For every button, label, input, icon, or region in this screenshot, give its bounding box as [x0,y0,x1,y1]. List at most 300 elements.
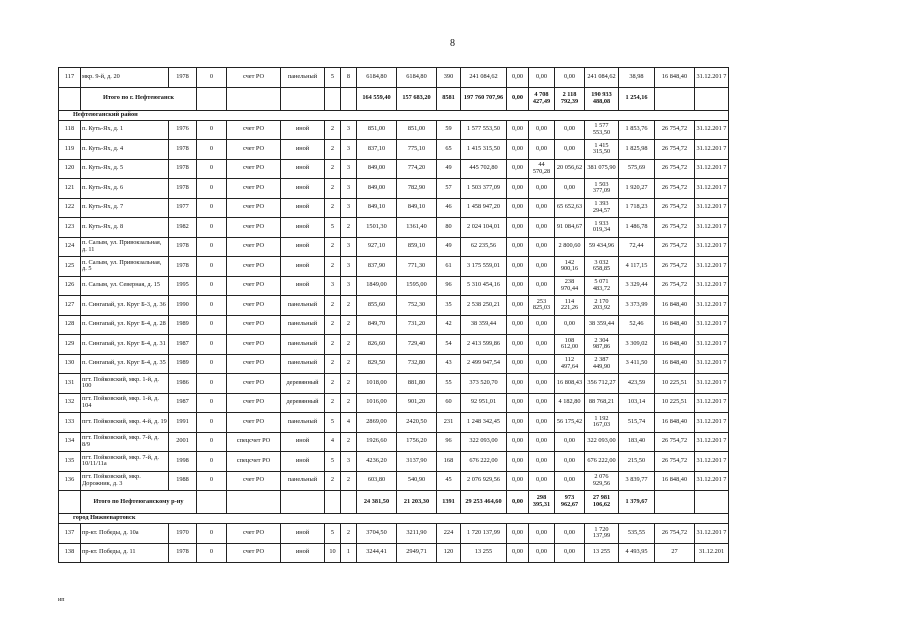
section-row [59,514,729,524]
cell-fund: счет РО [227,257,281,277]
cell-wall: деревянный [281,374,325,394]
cell-n: 130 [59,354,81,374]
cell-wall: иной [281,237,325,257]
cell-wall: иной [281,140,325,160]
cell-addr: пгт. Пойковский, мкр. 1-й, д. 104 [81,393,169,413]
table-row [59,452,729,472]
cell-n: 125 [59,257,81,277]
cell-z2: 0,00 [529,257,555,277]
cell-ppl: 390 [437,68,461,88]
cell-n: 136 [59,471,81,491]
cell-n: 118 [59,120,81,140]
cell-c4: 0 [197,393,227,413]
cell-date: 31.12.201 7 [695,159,729,179]
cell-z1: 0,00 [507,257,529,277]
cell-total: 13 255 [461,543,507,563]
cell-date: 31.12.201 7 [695,276,729,296]
cell-sum: 1 393 294,57 [585,198,619,218]
cell-z3: 0,00 [555,315,585,335]
cell-z1: 0,00 [507,159,529,179]
cell-fl: 2 [325,140,341,160]
cell-s2: 849,10 [397,198,437,218]
total-label: Итого по г. Нефтеюганск [81,87,197,110]
cell-rate: 16 848,40 [655,68,695,88]
cell-z3: 0,00 [555,179,585,199]
cell-ppl: 61 [437,257,461,277]
table-row [59,315,729,335]
cell-date: 31.12.201 7 [695,432,729,452]
cell-rate: 26 754,72 [655,218,695,238]
cell-fl: 2 [325,354,341,374]
table-row [59,374,729,394]
cell-date: 31.12.201 7 [695,257,729,277]
cell-s1: 829,50 [357,354,397,374]
total-s1: 24 381,50 [357,491,397,514]
cell-n: 138 [59,543,81,563]
total-per: 1 254,16 [619,87,655,110]
cell-en: 3 [341,257,357,277]
cell-rate: 26 754,72 [655,159,695,179]
cell-fl: 2 [325,315,341,335]
cell-fl: 5 [325,413,341,433]
cell-sum: 241 084,62 [585,68,619,88]
cell-year: 1986 [169,374,197,394]
cell-n: 135 [59,452,81,472]
cell-fl: 5 [325,452,341,472]
cell-s2: 6184,80 [397,68,437,88]
cell-rate: 26 754,72 [655,524,695,544]
cell-z3: 108 612,00 [555,335,585,355]
cell-fund: спецсчет РО [227,452,281,472]
cell-sum: 13 255 [585,543,619,563]
table-row [59,432,729,452]
cell-ppl: 65 [437,140,461,160]
cell-z3: 114 221,26 [555,296,585,316]
cell-total: 1 577 553,50 [461,120,507,140]
cell-sum: 1 720 137,99 [585,524,619,544]
cell-s1: 849,00 [357,159,397,179]
cell-c4: 0 [197,218,227,238]
cell-date: 31.12.201 7 [695,140,729,160]
cell-year: 1998 [169,452,197,472]
cell-wall: иной [281,257,325,277]
cell-c4: 0 [197,335,227,355]
cell-date: 31.12.201 7 [695,198,729,218]
cell-z1: 0,00 [507,218,529,238]
cell-c4: 0 [197,452,227,472]
cell-date: 31.12.201 7 [695,315,729,335]
cell-ppl: 46 [437,198,461,218]
cell-s2: 775,10 [397,140,437,160]
cell-sum: 1 577 553,50 [585,120,619,140]
cell-year: 1988 [169,471,197,491]
cell-en: 3 [341,198,357,218]
cell-z2: 0,00 [529,393,555,413]
cell-total: 241 084,62 [461,68,507,88]
table-row [59,276,729,296]
cell-rate: 26 754,72 [655,432,695,452]
cell-date: 31.12.201 7 [695,237,729,257]
cell-rate: 16 848,40 [655,315,695,335]
cell-z3: 238 970,44 [555,276,585,296]
cell-fl: 10 [325,543,341,563]
cell-z3: 56 175,42 [555,413,585,433]
cell-ppl: 80 [437,218,461,238]
cell-fl: 2 [325,120,341,140]
cell-en: 3 [341,159,357,179]
cell-z2: 0,00 [529,315,555,335]
cell-addr: п. Куть-Ях, д. 5 [81,159,169,179]
cell-rate: 10 225,51 [655,393,695,413]
cell-per: 4 493,95 [619,543,655,563]
total-ppl: 8581 [437,87,461,110]
cell-year: 1978 [169,543,197,563]
cell-z2: 0,00 [529,354,555,374]
cell-z1: 0,00 [507,452,529,472]
cell-rate: 27 [655,543,695,563]
cell-s1: 3704,50 [357,524,397,544]
table-row [59,198,729,218]
cell-s2: 851,00 [397,120,437,140]
cell-en: 4 [341,413,357,433]
cell-s2: 729,40 [397,335,437,355]
cell-empty [695,87,729,110]
cell-fl: 2 [325,179,341,199]
cell-total: 2 076 929,56 [461,471,507,491]
cell-z1: 0,00 [507,315,529,335]
cell-wall: панельный [281,354,325,374]
cell-empty [325,87,341,110]
cell-s2: 540,90 [397,471,437,491]
cell-ppl: 42 [437,315,461,335]
cell-ppl: 57 [437,179,461,199]
table-row [59,237,729,257]
cell-total: 3 175 559,01 [461,257,507,277]
section-row [59,110,729,120]
cell-sum: 59 434,96 [585,237,619,257]
cell-wall: иной [281,179,325,199]
cell-per: 103,14 [619,393,655,413]
table-row [59,120,729,140]
cell-n: 128 [59,315,81,335]
cell-z2: 0,00 [529,471,555,491]
cell-year: 1970 [169,524,197,544]
cell-rate: 16 848,40 [655,296,695,316]
cell-s2: 782,90 [397,179,437,199]
cell-sum: 1 415 315,50 [585,140,619,160]
cell-year: 1978 [169,179,197,199]
cell-fund: счет РО [227,413,281,433]
cell-z2: 0,00 [529,179,555,199]
cell-wall: иной [281,159,325,179]
cell-z2: 44 570,28 [529,159,555,179]
cell-s1: 927,10 [357,237,397,257]
cell-addr: пгт. Пойковский, мкр. 1-й, д. 100 [81,374,169,394]
cell-per: 423,59 [619,374,655,394]
cell-en: 2 [341,393,357,413]
cell-c4: 0 [197,315,227,335]
cell-rate: 16 848,40 [655,413,695,433]
cell-ppl: 49 [437,237,461,257]
table-row [59,140,729,160]
cell-sum: 2 076 929,56 [585,471,619,491]
cell-s2: 731,20 [397,315,437,335]
cell-s1: 4236,20 [357,452,397,472]
cell-s1: 1501,30 [357,218,397,238]
cell-per: 535,55 [619,524,655,544]
cell-z1: 0,00 [507,237,529,257]
cell-n: 117 [59,68,81,88]
cell-per: 215,50 [619,452,655,472]
cell-z1: 0,00 [507,471,529,491]
cell-ppl: 231 [437,413,461,433]
cell-fund: счет РО [227,354,281,374]
cell-z2: 0,00 [529,140,555,160]
cell-per: 575,69 [619,159,655,179]
cell-n: 122 [59,198,81,218]
cell-year: 1989 [169,354,197,374]
cell-en: 2 [341,335,357,355]
cell-total: 1 458 947,20 [461,198,507,218]
cell-fl: 2 [325,198,341,218]
cell-fund: счет РО [227,276,281,296]
cell-fl: 2 [325,471,341,491]
cell-addr: п. Куть-Ях, д. 7 [81,198,169,218]
cell-year: 1987 [169,393,197,413]
cell-en: 2 [341,432,357,452]
cell-en: 3 [341,237,357,257]
cell-en: 3 [341,452,357,472]
cell-wall: иной [281,524,325,544]
cell-c4: 0 [197,159,227,179]
table-row [59,68,729,88]
cell-fund: счет РО [227,237,281,257]
cell-z2: 0,00 [529,335,555,355]
cell-s1: 855,60 [357,296,397,316]
cell-en: 2 [341,524,357,544]
table-row [59,471,729,491]
cell-n: 126 [59,276,81,296]
cell-total: 2 024 104,01 [461,218,507,238]
cell-z3: 0,00 [555,68,585,88]
cell-ppl: 96 [437,432,461,452]
cell-year: 1977 [169,198,197,218]
cell-z1: 0,00 [507,354,529,374]
cell-c4: 0 [197,237,227,257]
cell-z2: 0,00 [529,120,555,140]
total-z3: 2 118 792,39 [555,87,585,110]
cell-addr: п. Куть-Ях, д. 1 [81,120,169,140]
cell-addr: пгт. Пойковский, мкр. 7-й, д. 8/9 [81,432,169,452]
cell-z3: 0,00 [555,452,585,472]
cell-empty [227,87,281,110]
cell-s1: 6184,80 [357,68,397,88]
cell-en: 3 [341,140,357,160]
total-s2: 157 683,20 [397,87,437,110]
cell-c4: 0 [197,68,227,88]
table-row [59,543,729,563]
cell-s2: 881,80 [397,374,437,394]
cell-s1: 849,00 [357,179,397,199]
cell-fund: счет РО [227,374,281,394]
cell-per: 52,46 [619,315,655,335]
cell-fund: счет РО [227,179,281,199]
cell-z3: 91 084,67 [555,218,585,238]
cell-n: 132 [59,393,81,413]
cell-total: 676 222,00 [461,452,507,472]
cell-addr: п. Сингапай, ул. Круг Б-3, д. 36 [81,296,169,316]
table-row [59,335,729,355]
cell-s2: 901,20 [397,393,437,413]
cell-year: 1989 [169,315,197,335]
cell-empty [59,87,81,110]
cell-c4: 0 [197,120,227,140]
cell-s2: 752,30 [397,296,437,316]
cell-s1: 837,10 [357,140,397,160]
cell-per: 515,74 [619,413,655,433]
cell-s1: 2869,00 [357,413,397,433]
total-sum: 27 981 106,62 [585,491,619,514]
cell-empty [197,491,227,514]
cell-wall: иной [281,543,325,563]
cell-ppl: 224 [437,524,461,544]
cell-date: 31.12.201 7 [695,354,729,374]
cell-per: 1 853,76 [619,120,655,140]
cell-z2: 0,00 [529,68,555,88]
total-z2: 298 395,31 [529,491,555,514]
cell-rate: 16 848,40 [655,354,695,374]
cell-addr: п. Салым, ул. Северная, д. 15 [81,276,169,296]
cell-en: 3 [341,120,357,140]
cell-wall: панельный [281,68,325,88]
cell-z3: 0,00 [555,140,585,160]
cell-total: 38 359,44 [461,315,507,335]
cell-n: 127 [59,296,81,316]
cell-en: 2 [341,471,357,491]
cell-date: 31.12.201 7 [695,471,729,491]
cell-z2: 0,00 [529,413,555,433]
cell-empty [341,87,357,110]
cell-rate: 16 848,40 [655,335,695,355]
table-row [59,179,729,199]
cell-sum: 1 503 377,09 [585,179,619,199]
cell-fund: счет РО [227,315,281,335]
cell-c4: 0 [197,543,227,563]
cell-n: 134 [59,432,81,452]
cell-per: 3 329,44 [619,276,655,296]
cell-rate: 26 754,72 [655,276,695,296]
cell-c4: 0 [197,524,227,544]
cell-s1: 3244,41 [357,543,397,563]
cell-date: 31.12.201 7 [695,335,729,355]
cell-rate: 16 848,40 [655,471,695,491]
cell-s2: 3137,90 [397,452,437,472]
cell-per: 1 718,23 [619,198,655,218]
cell-c4: 0 [197,471,227,491]
cell-en: 2 [341,296,357,316]
cell-z3: 142 900,16 [555,257,585,277]
total-z3: 973 962,67 [555,491,585,514]
cell-z1: 0,00 [507,198,529,218]
cell-sum: 676 222,00 [585,452,619,472]
cell-total: 2 538 250,21 [461,296,507,316]
cell-c4: 0 [197,276,227,296]
cell-fund: счет РО [227,296,281,316]
cell-fl: 5 [325,524,341,544]
cell-sum: 322 093,00 [585,432,619,452]
cell-ppl: 35 [437,296,461,316]
cell-en: 2 [341,354,357,374]
cell-total: 1 720 137,99 [461,524,507,544]
cell-c4: 0 [197,413,227,433]
cell-wall: иной [281,452,325,472]
cell-per: 3 373,99 [619,296,655,316]
cell-z2: 0,00 [529,237,555,257]
cell-total: 373 520,70 [461,374,507,394]
footer-code: ип [58,597,65,603]
cell-z1: 0,00 [507,374,529,394]
cell-wall: иной [281,432,325,452]
cell-addr: п. Сингапай, ул. Круг Б-4, д. 28 [81,315,169,335]
cell-date: 31.12.201 7 [695,393,729,413]
cell-s2: 774,20 [397,159,437,179]
cell-s1: 1016,00 [357,393,397,413]
table-row [59,413,729,433]
cell-z2: 0,00 [529,198,555,218]
cell-z2: 0,00 [529,432,555,452]
cell-z3: 20 056,62 [555,159,585,179]
cell-sum: 38 359,44 [585,315,619,335]
table-row [59,524,729,544]
cell-addr: п. Салым, ул. Привокзальная, д. 5 [81,257,169,277]
cell-rate: 26 754,72 [655,179,695,199]
cell-s2: 859,10 [397,237,437,257]
cell-ppl: 49 [437,159,461,179]
cell-addr: п. Салым, ул. Привокзальная, д. 11 [81,237,169,257]
cell-n: 129 [59,335,81,355]
cell-c4: 0 [197,257,227,277]
cell-n: 121 [59,179,81,199]
cell-date: 31.12.201 7 [695,68,729,88]
section-label: город Нижневартовск [59,514,729,524]
cell-z3: 4 182,80 [555,393,585,413]
cell-rate: 26 754,72 [655,257,695,277]
cell-ppl: 60 [437,393,461,413]
cell-c4: 0 [197,432,227,452]
cell-total: 1 248 342,45 [461,413,507,433]
cell-empty [59,491,81,514]
cell-c4: 0 [197,140,227,160]
total-z1: 0,00 [507,87,529,110]
cell-wall: панельный [281,296,325,316]
cell-rate: 26 754,72 [655,237,695,257]
cell-s2: 3211,90 [397,524,437,544]
cell-fund: счет РО [227,120,281,140]
cell-per: 38,98 [619,68,655,88]
cell-addr: пр-кт. Победы, д. 10а [81,524,169,544]
cell-z2: 0,00 [529,543,555,563]
cell-fund: счет РО [227,393,281,413]
cell-per: 1 920,27 [619,179,655,199]
cell-z2: 253 825,03 [529,296,555,316]
cell-fl: 2 [325,257,341,277]
cell-z1: 0,00 [507,524,529,544]
cell-year: 1995 [169,276,197,296]
cell-z3: 2 800,60 [555,237,585,257]
cell-per: 1 825,98 [619,140,655,160]
cell-z3: 0,00 [555,524,585,544]
cell-wall: панельный [281,471,325,491]
